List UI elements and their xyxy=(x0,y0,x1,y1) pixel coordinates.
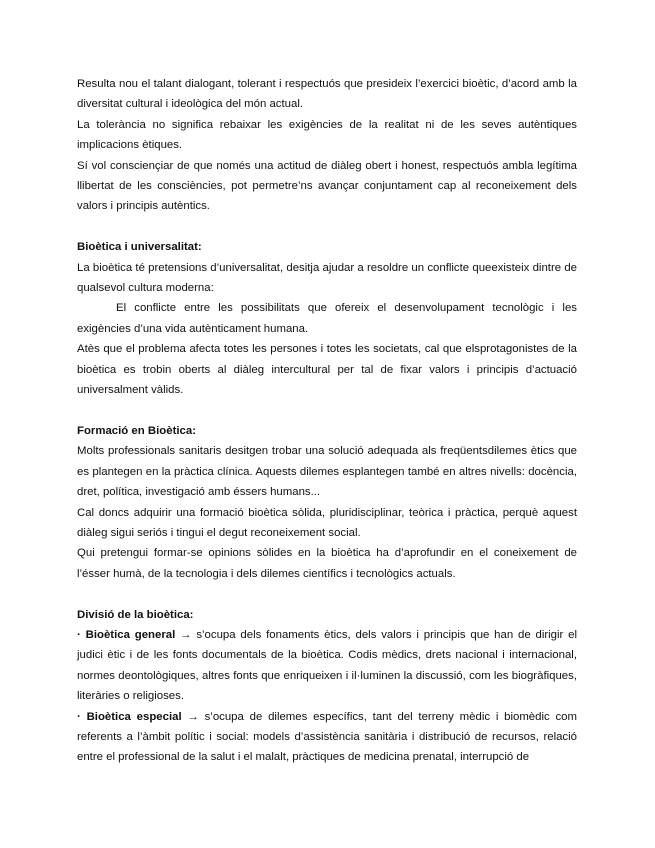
universalitat-paragraph-1: La bioètica té pretensions d’universalitat, desitja ajudar a resoldre un conflicte queexisteix dintre de qualsevol cultura moderna: xyxy=(77,261,577,295)
bioetica-especial-item xyxy=(77,707,577,768)
bullet-icon: · xyxy=(77,628,81,641)
intro-paragraph-2: La tolerància no significa rebaixar les exigències de la realitat ni de les seves autèntiques implicacions ètiques. xyxy=(77,118,577,152)
formacio-paragraph-1: Molts professionals sanitaris desitgen trobar una solució adequada als freqüentsdilemes ètics que es plantegen en la pràctica clínica. Aquests dilemes esplantegen també en altres nivells: docència, dret, política, investigació amb éssers humans... xyxy=(77,445,577,499)
formacio-paragraph-3: Qui pretengui formar-se opinions sòlides en la bioètica ha d’aprofundir en el coneixement de l’ésser humà, de la tecnologia i dels dilemes científics i tecnològics actuals. xyxy=(77,547,577,580)
formacio-heading: Formació en Bioètica: xyxy=(77,424,196,437)
bioetica-especial-text: s’ocupa de dilemes específics, tant del terreny mèdic i biomèdic com referents a l’àmbit polític i social: models d’assistència sanitària i distribució de recursos, relació entre el professional de la salut i el malalt, pràctiques de medicina prenatal, interrupció de xyxy=(77,710,577,764)
arrow-right-icon: → xyxy=(187,710,199,723)
bullet-icon: · xyxy=(77,710,81,723)
universalitat-heading: Bioètica i universalitat: xyxy=(77,241,202,254)
section-gap xyxy=(77,400,577,420)
bioetica-general-item xyxy=(77,625,577,707)
divisio-heading: Divisió de la bioètica: xyxy=(77,608,194,621)
bioetica-general-text: s’ocupa dels fonaments ètics, dels valors i principis que han de dirigir el judici ètic i de les fonts documentals de la bioètica. Codis mèdics, drets nacional i internacional, normes deontològiques, altres fonts que enriqueixen i il·luminen la discussió, com les biogràfiques, literàries o religioses. xyxy=(77,628,578,703)
section-gap xyxy=(77,217,577,237)
intro-paragraph-3: Sí vol consciençiar de que només una actitud de diàleg obert i honest, respectuós ambla legítima llibertat de les consciències, pot permetre’ns avançar conjuntament cap al reconeixement dels valors i principis autèntics. xyxy=(77,159,577,213)
intro-paragraph-1: Resulta nou el talant dialogant, tolerant i respectuós que presideix l’exercici bioètic, d’acord amb la diversitat cultural i ideològica del món actual. xyxy=(77,78,577,111)
arrow-right-icon: → xyxy=(180,628,192,641)
universalitat-paragraph-2: El conflicte entre les possibilitats que ofereix el desenvolupament tecnològic i les exigències d’una vida autènticament humana. xyxy=(77,302,577,335)
bioetica-especial-term: Bioètica especial xyxy=(86,710,182,723)
universalitat-paragraph-3: Atès que el problema afecta totes les persones i totes les societats, cal que elsprotagonistes de la bioètica es trobin oberts al diàleg intercultural per tal de fixar valors i principis d’actuació universalment vàlids. xyxy=(77,343,577,397)
formacio-paragraph-2: Cal doncs adquirir una formació bioètica sòlida, pluridisciplinar, teòrica i pràctica, perquè aquest diàleg sigui seriós i tingui el degut reconeixement social. xyxy=(77,506,577,539)
section-gap xyxy=(77,584,577,604)
bioetica-general-term: Bioètica general xyxy=(85,628,176,641)
